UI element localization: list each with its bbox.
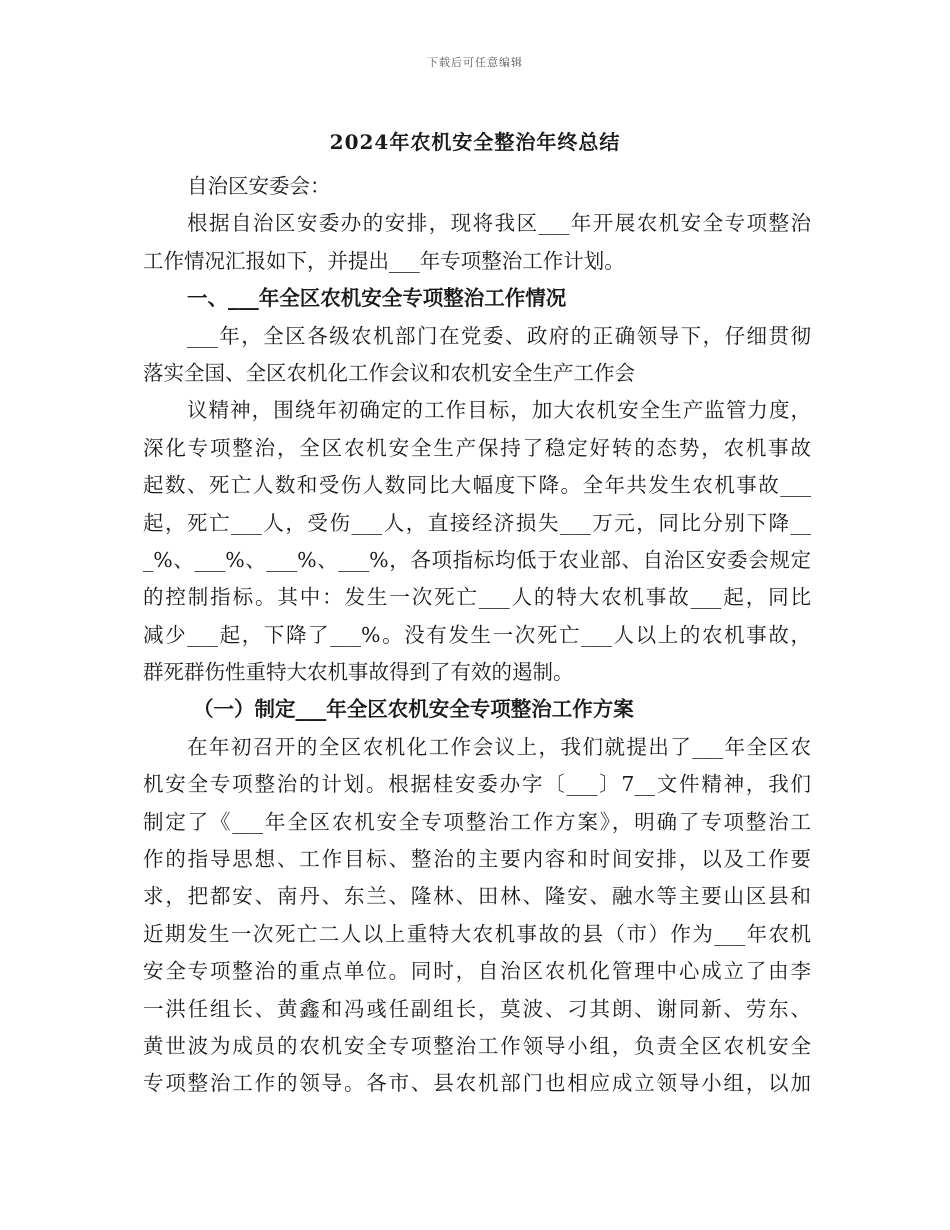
paragraph-line: 黄世波为成员的农机安全专项整治工作领导小组，负责全区农机安全 <box>143 1033 811 1058</box>
page-header-note: 下载后可任意编辑 <box>427 56 523 69</box>
paragraph-line: 近期发生一次死亡二人以上重特大农机事故的县（市）作为___年农机 <box>143 921 811 946</box>
document-body <box>143 168 811 1103</box>
paragraph-line: 起数、死亡人数和受伤人数同比大幅度下降。全年共发生农机事故___ <box>143 473 811 498</box>
paragraph-line: 求，把都安、南丹、东兰、隆林、田林、隆安、融水等主要山区县和 <box>143 884 811 909</box>
paragraph-line: 深化专项整治，全区农机安全生产保持了稳定好转的态势，农机事故 <box>143 435 811 460</box>
section-heading: 一、___年全区农机安全专项整治工作情况 <box>187 286 567 311</box>
document-title: 2024年农机安全整治年终总结 <box>329 130 621 154</box>
paragraph-line: 专项整治工作的领导。各市、县农机部门也相应成立领导小组，以加 <box>143 1071 811 1096</box>
paragraph-line: 群死群伤性重特大农机事故得到了有效的遏制。 <box>143 660 574 685</box>
paragraph-line: 落实全国、全区农机化工作会议和农机安全生产工作会 <box>143 360 635 385</box>
paragraph-line: 工作情况汇报如下，并提出___年专项整治工作计划。 <box>143 248 625 273</box>
salutation-line: 自治区安委会： <box>187 174 331 198</box>
paragraph-line: 安全专项整治的重点单位。同时，自治区农机化管理中心成立了由李 <box>143 959 811 984</box>
paragraph-line: 根据自治区安委办的安排，现将我区___年开展农机安全专项整治 <box>187 211 811 236</box>
paragraph-line: 起，死亡___人，受伤___人，直接经济损失___万元，同比分别下降__ <box>143 510 811 535</box>
paragraph-line: _%、___%、___%、___%，各项指标均低于农业部、自治区安委会规定 <box>143 547 811 572</box>
paragraph-line: 机安全专项整治的计划。根据桂安委办字〔___〕7__文件精神，我们 <box>143 772 811 797</box>
paragraph-line: 作的指导思想、工作目标、整治的主要内容和时间安排，以及工作要 <box>143 847 811 872</box>
paragraph-line: 制定了《___年全区农机安全专项整治工作方案》，明确了专项整治工 <box>143 809 811 834</box>
paragraph-line: ___年，全区各级农机部门在党委、政府的正确领导下，仔细贯彻 <box>187 323 811 348</box>
subsection-heading: （一）制定___年全区农机安全专项整治工作方案 <box>193 697 634 722</box>
paragraph-line: 的控制指标。其中：发生一次死亡___人的特大农机事故___起，同比 <box>143 585 811 610</box>
paragraph-line: 在年初召开的全区农机化工作会议上，我们就提出了___年全区农 <box>187 734 811 759</box>
paragraph-line: 一洪任组长、黄鑫和冯彧任副组长，莫波、刁其朗、谢同新、劳东、 <box>143 996 811 1021</box>
paragraph-line: 减少___起，下降了___%。没有发生一次死亡___人以上的农机事故， <box>143 622 811 647</box>
paragraph-line: 议精神，围绕年初确定的工作目标，加大农机安全生产监管力度， <box>187 398 811 423</box>
